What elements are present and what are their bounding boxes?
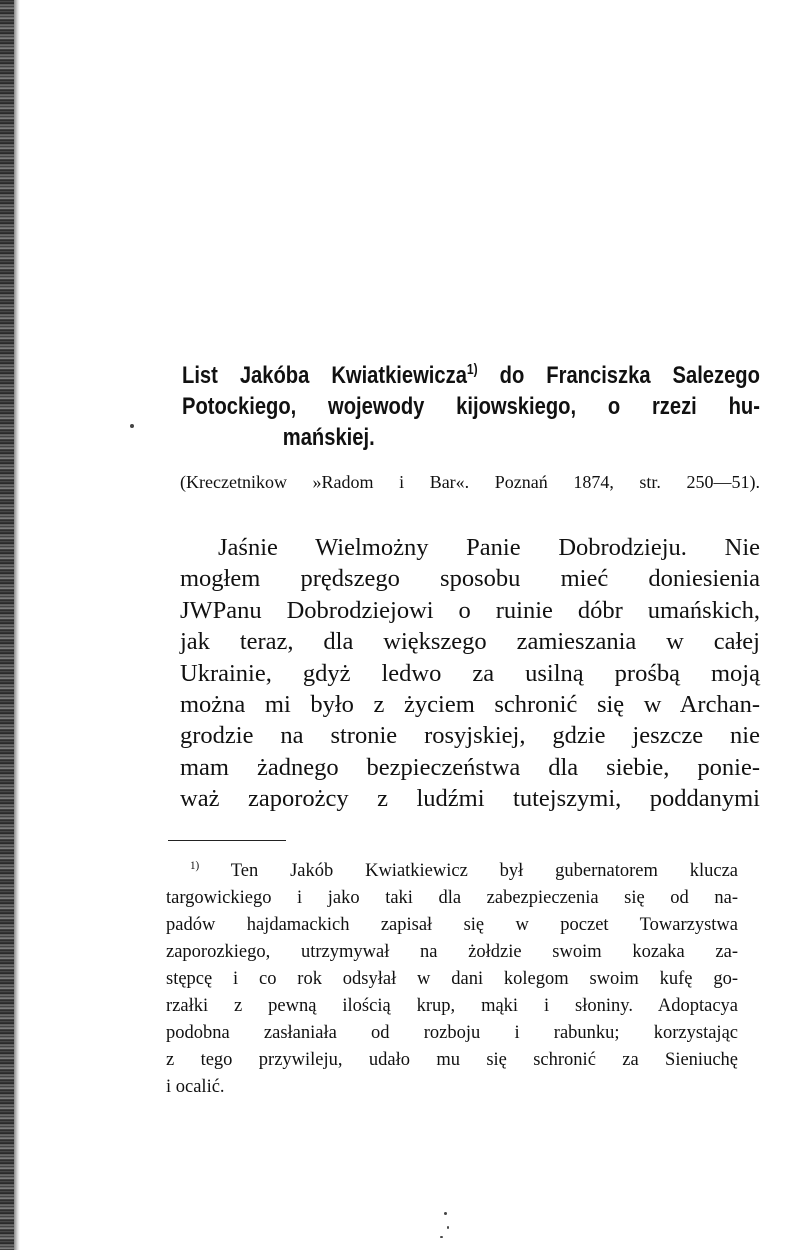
- title-line-3: mańskiej.: [282, 424, 375, 451]
- footnote-line: i ocalić.: [166, 1077, 225, 1097]
- footnote-line: stępcę i co rok odsyłał w dani kolegom swoim kufę go-: [166, 969, 738, 989]
- body-line: Ukrainie, gdyż ledwo za usilną prośbą moją: [180, 659, 760, 687]
- body-line: mogłem prędszego sposobu mieć doniesienia: [180, 565, 760, 593]
- body-line: JWPanu Dobrodziejowi o ruinie dóbr umańskich,: [180, 596, 760, 624]
- document-title: [182, 360, 760, 453]
- body-line: waż zaporożcy z ludźmi tutejszymi, poddanymi: [180, 785, 760, 813]
- body-line: Jaśnie Wielmożny Panie Dobrodzieju. Nie: [218, 534, 760, 561]
- print-speck: [447, 1226, 449, 1229]
- body-line: można mi było z życiem schronić się w Archan-: [180, 691, 760, 719]
- footnote: [166, 858, 738, 1101]
- body-line: jak teraz, dla większego zamieszania w całej: [180, 628, 760, 656]
- footnote-line: padów hajdamackich zapisał się w poczet Towarzystwa: [166, 915, 738, 935]
- book-spine-edge: [0, 0, 14, 1250]
- print-speck: [444, 1212, 447, 1215]
- footnote-marker: 1): [190, 859, 200, 872]
- title-line-1: [182, 360, 760, 391]
- footnote-line: rzałki z pewną ilością krup, mąki i słoniny. Adoptacya: [166, 996, 738, 1016]
- footnote-line-text: Ten Jakób Kwiatkiewicz był gubernatorem klucza: [230, 861, 738, 881]
- print-speck: [130, 424, 134, 428]
- footnote-line: z tego przywileju, udało mu się schronić za Sieniuchę: [166, 1050, 738, 1070]
- body-line: grodzie na stronie rosyjskiej, gdzie jeszcze nie: [180, 722, 760, 750]
- footnote-line: podobna zasłaniała od rozboju i rabunku; korzystając: [166, 1023, 738, 1043]
- print-speck: [440, 1236, 443, 1238]
- source-citation: (Kreczetnikow »Radom i Bar«. Poznań 1874, str. 250—51).: [180, 472, 760, 492]
- footnote-line: zaporozkiego, utrzymywał na żołdzie swoim kozaka za-: [166, 942, 738, 962]
- book-gutter-shadow: [14, 0, 20, 1250]
- footnote-line: [166, 858, 738, 885]
- title-line-1-tail: do Franciszka Salezego: [499, 362, 760, 389]
- title-line-1-head: List Jakóba Kwiatkiewicza: [182, 362, 467, 389]
- body-line: mam żadnego bezpieczeństwa dla siebie, ponie-: [180, 753, 760, 781]
- footnote-separator-rule: [168, 840, 286, 841]
- letter-body: [180, 532, 760, 815]
- title-footnote-ref: 1): [466, 362, 478, 378]
- title-line-2: Potockiego, wojewody kijowskiego, o rzezi hu-: [182, 393, 760, 420]
- footnote-line: targowickiego i jako taki dla zabezpieczenia się od na-: [166, 888, 738, 908]
